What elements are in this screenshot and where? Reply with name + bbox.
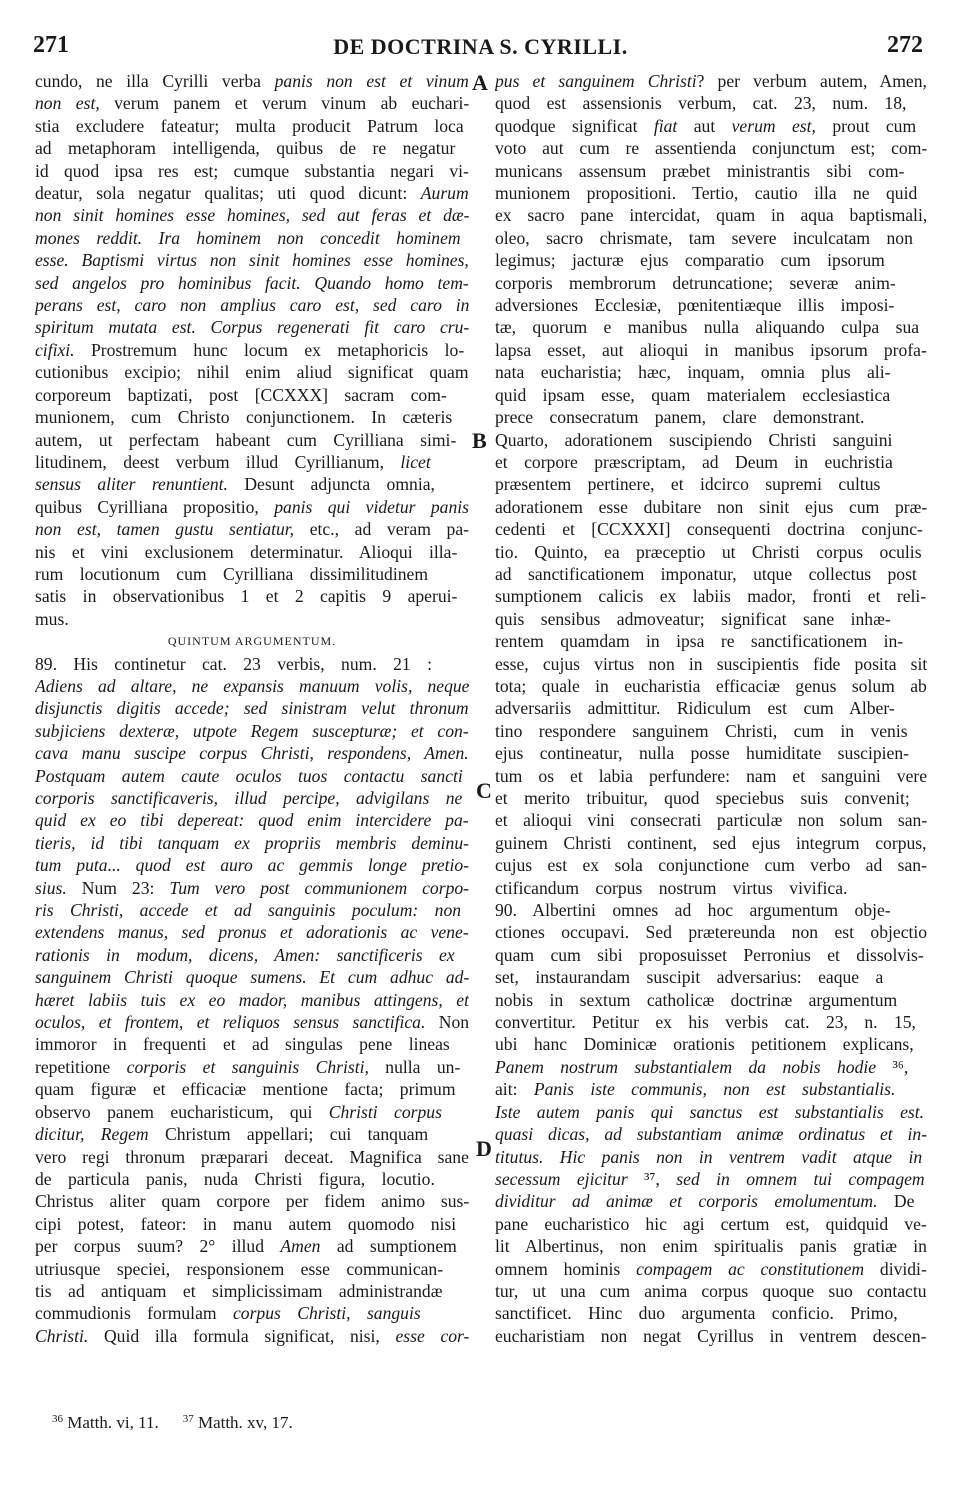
text-segment: rum locutionum cum Cyrilliana dissimilitudinem (35, 563, 429, 584)
italic-text: corporis et sanguinis Christi, (126, 1056, 369, 1077)
text-segment: quod est assensionis verbum, cat. 23, num. 18, (495, 93, 907, 114)
text-line (495, 339, 927, 361)
text-line (495, 653, 927, 675)
text-segment: stia excludere fateatur; multa producit Patrum loca (35, 115, 464, 136)
text-line (495, 966, 927, 988)
text-segment: ejus contineatur, nulla posse humiditate suscipien- (495, 743, 910, 764)
italic-text: secessum ejicitur (495, 1168, 628, 1189)
italic-text: rationis in modum, dicens, Amen: sanctificeris ex (35, 944, 455, 965)
text-segment: lapsa esset, aut alioqui in manibus ipsorum profa- (495, 339, 927, 360)
italic-text: Postquam autem caute oculos tuos contactu sancti (35, 765, 463, 786)
italic-text: panis non est et vinum (274, 71, 469, 91)
text-segment: mus. (35, 608, 69, 629)
text-line (495, 137, 927, 159)
text-line (35, 361, 469, 383)
text-line (35, 989, 469, 1011)
text-line (35, 787, 469, 809)
text-segment: Christum appellari; cui tanquam (148, 1124, 429, 1145)
text-segment: tota; quale in eucharistia efficaciæ genus solum ab (495, 675, 927, 696)
text-line (35, 473, 469, 495)
italic-text: pus et sanguinem Christi (495, 71, 697, 91)
text-segment: tum os et labia perfundere: nam et sanguini vere (495, 765, 927, 786)
text-line (495, 697, 927, 719)
footnote-number: 37 (182, 1413, 194, 1425)
text-segment: etc., ad veram pa- (294, 519, 469, 540)
text-line (35, 227, 469, 249)
text-segment: esse, cujus virtus non in suscipientis fide posita sit (495, 653, 927, 674)
text-segment: tio. Quinto, ea præceptio ut Christi corpus oculis (495, 541, 922, 562)
italic-text: verum est, (731, 115, 816, 136)
italic-text: cifixi. (35, 339, 75, 360)
text-line (35, 742, 469, 764)
text-line (495, 272, 927, 294)
text-line (35, 541, 469, 563)
italic-text: perans est, caro non amplius caro est, sed caro in (35, 295, 469, 316)
text-segment: omnem hominis (495, 1258, 637, 1279)
text-segment: ³⁶, (876, 1056, 909, 1077)
text-line (495, 541, 927, 563)
left-column (35, 70, 469, 1347)
text-line (35, 182, 469, 204)
italic-text: tieris, id tibi tanquam ex propriis membris deminu- (35, 832, 469, 853)
text-segment: per corpus suum? 2° illud (35, 1236, 281, 1257)
text-line (495, 473, 927, 495)
text-line (35, 384, 469, 406)
text-line (35, 1302, 469, 1324)
text-segment: satis in observationibus 1 et 2 capitis 9 aperui- (35, 586, 458, 607)
text-line (495, 204, 927, 226)
text-segment: Num 23: (66, 877, 170, 898)
text-segment: cipi potest, fateor: in manu autem quomodo nisi (35, 1213, 457, 1234)
text-segment: adorationem esse dubitare non sinit ejus cum præ- (495, 496, 927, 517)
text-segment: corporis membrorum detruncatione; severæ anim- (495, 272, 896, 293)
text-segment: adversiones Ecclesiæ, pœnitentiæque illis imposi- (495, 295, 895, 316)
italic-text: hæret labiis tuis ex eo mador, manibus attingens, et (35, 989, 469, 1010)
text-line (35, 1056, 469, 1078)
text-segment: aut (677, 115, 732, 136)
italic-text: ris Christi, accede et ad sanguinis poculum: non (35, 900, 462, 921)
text-segment: quam cum sibi proposuisset Perronius et dissolvis- (495, 944, 924, 965)
text-segment: ad metaphoram intelligenda, quibus de re negatur (35, 138, 456, 159)
text-segment: De (877, 1191, 915, 1212)
text-segment: nobis in sextum catholicæ doctrinæ argumentum (495, 989, 898, 1010)
text-line (35, 966, 469, 988)
italic-text: non est, (35, 93, 100, 114)
text-line (495, 384, 927, 406)
text-line (495, 429, 927, 451)
italic-text: dicitur, Regem (35, 1124, 149, 1145)
text-segment: Prostremum hunc locum ex metaphoricis lo- (74, 339, 465, 360)
text-line (35, 854, 469, 876)
text-line (495, 160, 927, 182)
italic-text: Panem nostrum substantialem da nobis hodie (495, 1056, 877, 1077)
text-line (495, 1258, 927, 1280)
text-line (35, 1235, 469, 1257)
margin-marker-a: A (472, 70, 488, 95)
running-title: DE DOCTRINA S. CYRILLI. (333, 34, 628, 59)
text-line (495, 854, 927, 876)
italic-text: Amen (280, 1236, 321, 1257)
footnote-text: Matth. xv, 17. (193, 1413, 293, 1432)
italic-text: Christi. (35, 1325, 89, 1346)
italic-text: fiat (653, 115, 678, 136)
text-line (35, 92, 469, 114)
text-line (35, 1168, 469, 1190)
italic-text: subjiciens dexteræ, utpote Regem suscepturæ; et con- (35, 720, 469, 741)
text-line (35, 1213, 469, 1235)
text-line (35, 137, 469, 159)
text-line (495, 1056, 927, 1078)
text-line (35, 653, 469, 675)
margin-marker-b: B (472, 428, 487, 453)
text-line (35, 249, 469, 271)
page-header (0, 32, 961, 66)
text-segment: prece consecratum panem, clare demonstrant. (495, 407, 865, 428)
text-line (35, 1190, 469, 1212)
text-segment: 90. Albertini omnes ad hoc argumentum obje- (495, 900, 891, 921)
text-segment: nis et vini exclusionem determinatur. Alioqui illa- (35, 541, 458, 562)
italic-text: disjunctis digitis accede; sed sinistram velut thronum (35, 698, 469, 719)
text-segment: munionem propositioni. Tertio, cautio illa ne quid (495, 183, 918, 204)
text-line (35, 451, 469, 473)
text-line (35, 1146, 469, 1168)
text-line (495, 720, 927, 742)
text-segment: 89. His continetur cat. 23 verbis, num. 21 : (35, 653, 433, 674)
italic-text: tum puta... quod est auro ac gemmis longe pretio- (35, 855, 469, 876)
text-line (495, 809, 927, 831)
text-line (495, 496, 927, 518)
italic-text: non sinit homines esse homines, sed aut feras et dæ- (35, 205, 469, 226)
text-line (495, 877, 927, 899)
text-segment: utriusque speciei, responsionem esse communican- (35, 1258, 444, 1279)
text-segment: quam figuræ et efficaciæ mentione facta; primum (35, 1079, 456, 1100)
text-segment: adversariis admittitur. Ridiculum est cum Alber- (495, 698, 895, 719)
text-line (35, 1123, 469, 1145)
text-line (495, 832, 927, 854)
footnote-number: 36 (52, 1413, 63, 1425)
text-segment: cujus est ex sola conjunctione cum verbo ad san- (495, 855, 927, 876)
text-segment: rentem quamdam in ipsa re sanctificationem in- (495, 631, 904, 652)
italic-text: esse cor- (395, 1325, 469, 1346)
footnote (183, 1413, 293, 1432)
text-line (495, 787, 927, 809)
text-line (35, 921, 469, 943)
italic-text: spiritum mutata est. Corpus regenerati fit caro cru- (35, 317, 469, 338)
text-line (35, 115, 469, 137)
text-segment: Christus aliter quam corpore per fidem animo sus- (35, 1191, 469, 1212)
text-line (495, 1325, 927, 1347)
italic-text: corpus Christi, sanguis (232, 1303, 421, 1324)
text-segment: et merito tribuitur, quod speciebus suis convenit; (495, 788, 910, 808)
text-segment: ad sanctificationem imponatur, utque collectus post (495, 563, 917, 584)
text-segment: et alioqui vini consecrati particulæ non solum san- (495, 810, 927, 831)
text-segment: quodque significat (495, 115, 654, 136)
text-segment: prout cum (815, 115, 917, 136)
text-line (495, 406, 927, 428)
text-segment: dividi- (864, 1258, 927, 1279)
text-line (495, 899, 927, 921)
text-segment: autem, ut perfectam habeant cum Cyrilliana simi- (35, 429, 457, 450)
text-line (35, 832, 469, 854)
italic-text: titutus. Hic panis non in ventrem vadit atque in (495, 1146, 923, 1167)
text-line (35, 608, 469, 630)
text-line (495, 1078, 927, 1100)
italic-text: licet (400, 451, 431, 472)
text-line (495, 608, 927, 630)
italic-text: sius. (35, 877, 67, 898)
text-segment: tur, ut una cum anima corpus quoque suo contactu (495, 1280, 927, 1301)
italic-text: panis qui videtur panis (274, 496, 469, 517)
italic-text: Aurum (420, 183, 469, 204)
text-segment: ex sacro pane intercidat, quam in aqua baptismali, (495, 205, 927, 226)
text-line (35, 316, 469, 338)
right-column (495, 70, 927, 1347)
text-line (495, 675, 927, 697)
text-line (35, 1078, 469, 1100)
text-segment: set, instaurandam suscipit adversarius: eaque a (495, 967, 884, 988)
italic-text: Iste autem panis qui sanctus est substantialis est. (495, 1101, 925, 1122)
text-line (495, 294, 927, 316)
italic-text: mones reddit. Ira hominem non concedit hominem (35, 227, 461, 248)
text-segment: quibus Cyrilliana propositio, (35, 496, 275, 517)
text-segment: Desunt adjuncta omnia, (227, 474, 435, 495)
text-line (35, 1101, 469, 1123)
text-line (495, 1101, 927, 1123)
text-segment: lit Albertinus, non enim spiritualis panis gratiæ in (495, 1236, 927, 1257)
text-segment: quis sensibus admoveatur; significat sane inhæ- (495, 608, 891, 629)
text-segment: ³⁷, (627, 1168, 677, 1189)
text-segment: sanctificet. Hinc duo argumenta conficio. Primo, (495, 1303, 898, 1324)
text-segment: eucharistiam non negat Cyrillus in ventrem descen- (495, 1325, 927, 1346)
text-line (495, 227, 927, 249)
margin-marker-d: D (476, 1136, 492, 1161)
text-segment: cutionibus excipio; nihil enim aliud significat quam (35, 362, 469, 383)
text-line (495, 1235, 927, 1257)
text-segment: pane eucharistico hic agi certum est, quidquid ve- (495, 1213, 927, 1234)
text-segment: observo panem eucharisticum, qui (35, 1101, 329, 1122)
text-line (35, 585, 469, 607)
text-line (495, 585, 927, 607)
text-line (495, 1011, 927, 1033)
text-line (35, 518, 469, 540)
text-segment: id quod ipsa res est; cumque substantia negari vi- (35, 160, 469, 181)
italic-text: sed in omnem tui compagem (676, 1168, 925, 1189)
text-line (495, 1123, 927, 1145)
text-segment: nulla un- (368, 1056, 461, 1077)
italic-text: Adiens ad altare, ne expansis manuum volis, neque (35, 675, 469, 696)
text-line (35, 765, 469, 787)
text-segment: cedenti et [CCXXXI] consequenti doctrina conjunc- (495, 519, 923, 540)
text-segment: præsentem pertinere, et idcirco supremi cultus (495, 474, 881, 495)
text-segment: et corpore præscriptam, ad Deum in euchristia (495, 451, 893, 472)
text-line (495, 316, 927, 338)
page-number-left: 271 (33, 32, 69, 58)
text-segment: immoror in frequenti et ad singulas pene lineas (35, 1034, 450, 1055)
text-line (35, 406, 469, 428)
text-segment: sumptionem calicis ex labiis mador, fronti et reli- (495, 586, 927, 607)
text-segment: convertitur. Petitur ex his verbis cat. 23, n. 15, (495, 1012, 916, 1033)
text-line (495, 765, 927, 787)
text-segment: Non (425, 1012, 469, 1033)
text-line (35, 809, 469, 831)
text-line (495, 115, 927, 137)
text-line (495, 1033, 927, 1055)
text-segment: litudinem, deest verbum illud Cyrillianum, (35, 451, 401, 472)
italic-text: Christi corpus (328, 1101, 442, 1122)
text-line (35, 675, 469, 697)
text-line (495, 1146, 927, 1168)
text-segment: oleo, sacro chrismate, tam severe inculcatam non (495, 227, 913, 248)
text-line (495, 70, 927, 92)
italic-text: compagem ac constitutionem (636, 1258, 865, 1279)
italic-text: quid ex eo tibi depereat: quod enim intercidere pa- (35, 810, 469, 831)
text-segment: vero regi thronum præparari deceat. Magnifica sane (35, 1146, 469, 1167)
italic-text: corporis sanctificaveris, illud percipe, advigilans ne (35, 788, 463, 808)
text-segment: ait: (495, 1079, 534, 1100)
text-segment: cundo, ne illa Cyrilli verba (35, 71, 275, 91)
italic-text: sanguinem Christi quoque sumens. Et cum adhuc ad- (35, 967, 469, 988)
text-segment: ubi hanc Dominicæ orationis petitionem explicans, (495, 1034, 914, 1055)
text-segment: ? per verbum autem, Amen, (696, 71, 927, 91)
text-line (35, 877, 469, 899)
text-segment: corporeum baptizati, post [CCXXX] sacram com- (35, 384, 447, 405)
text-line (495, 944, 927, 966)
text-segment: legimus; jacturæ ejus comparatio cum ipsorum (495, 250, 885, 271)
text-line (495, 451, 927, 473)
text-segment: commudionis formulam (35, 1303, 233, 1324)
text-line (35, 339, 469, 361)
text-line (35, 563, 469, 585)
text-line (495, 630, 927, 652)
text-line (35, 70, 469, 92)
footnote (52, 1413, 159, 1432)
text-line (35, 1033, 469, 1055)
text-segment: ctiones occupavi. Sed prætereunda non est objectio (495, 922, 927, 943)
italic-text: esse. Baptismi virtus non sinit homines esse homines, (35, 250, 469, 271)
text-line (495, 921, 927, 943)
italic-text: quasi dicas, ad substantiam animæ ordinatus et in- (495, 1124, 927, 1145)
text-line (495, 563, 927, 585)
italic-text: oculos, et frontem, et reliquos sensus sanctifica. (35, 1012, 426, 1033)
text-line (35, 294, 469, 316)
italic-text: non est, tamen gustu sentiatur, (35, 519, 295, 540)
text-segment: municans assensum præbet ministrantis sibi com- (495, 160, 905, 181)
text-line (35, 160, 469, 182)
text-line (35, 204, 469, 226)
footnote-text: Matth. vi, 11. (63, 1413, 159, 1432)
text-segment: ad sumptionem (320, 1236, 457, 1257)
text-line (35, 429, 469, 451)
text-line (35, 1325, 469, 1347)
italic-text: sed angelos pro hominibus facit. Quando homo tem- (35, 272, 469, 293)
text-line (35, 899, 469, 921)
italic-text: sensus aliter renuntient. (35, 474, 228, 495)
text-segment: quid ipsam esse, quam materialem ecclesiastica (495, 384, 891, 405)
italic-text: Tum vero post communionem corpo- (169, 877, 469, 898)
text-line (35, 272, 469, 294)
text-segment: repetitione (35, 1056, 127, 1077)
text-line (35, 496, 469, 518)
text-line (495, 182, 927, 204)
text-segment: munionem, cum Christo conjunctionem. In cæteris (35, 407, 453, 428)
text-segment: tis ad antiquam et simplicissimam administrandæ (35, 1280, 443, 1301)
text-segment: de particula panis, nuda Christi figura, locutio. (35, 1168, 435, 1189)
text-line (35, 697, 469, 719)
text-segment: voto aut cum re assentienda conjunctum est; com- (495, 138, 927, 159)
text-line (495, 1302, 927, 1324)
text-line (495, 989, 927, 1011)
text-line (495, 1280, 927, 1302)
text-line (35, 1280, 469, 1302)
text-line (495, 92, 927, 114)
text-line (35, 944, 469, 966)
italic-text: extendens manus, sed pronus et adorationis ac vene- (35, 922, 469, 943)
text-line (35, 1258, 469, 1280)
text-line (35, 1011, 469, 1033)
text-line (495, 742, 927, 764)
text-line (495, 249, 927, 271)
margin-marker-c: C (476, 778, 492, 803)
text-segment: deatur, sola negatur qualitas; uti quod dicunt: (35, 183, 421, 204)
footnotes (52, 1413, 317, 1433)
text-segment: Quid illa formula significat, nisi, (88, 1325, 396, 1346)
text-line (35, 720, 469, 742)
text-segment: Quarto, adorationem suscipiendo Christi sanguini (495, 429, 893, 450)
section-heading: QUINTUM ARGUMENTUM. (167, 634, 337, 649)
text-line (495, 1213, 927, 1235)
text-segment: guinem Christi continent, sed ejus integrum corpus, (495, 832, 927, 853)
text-segment: ctificandum corpus nostrum virtus vivifica. (495, 877, 848, 898)
italic-text: dividitur ad animæ et corporis emolumentum. (495, 1191, 878, 1212)
text-segment: tæ, quorum e manibus nulla aliquando culpa sua (495, 317, 920, 338)
text-line (495, 1190, 927, 1212)
italic-text: cava manu suscipe corpus Christi, respondens, Amen. (35, 743, 469, 764)
text-segment: nata eucharistia; hæc, inquam, omnia plus ali- (495, 362, 891, 383)
text-segment: tino respondere sanguinem Christi, cum in venis (495, 720, 908, 741)
italic-text: Panis iste communis, non est substantialis. (533, 1079, 896, 1100)
page-number-right: 272 (887, 32, 923, 58)
text-line (495, 518, 927, 540)
text-line (495, 361, 927, 383)
text-segment: verum panem et verum vinum ab euchari- (99, 93, 469, 114)
text-line (495, 1168, 927, 1190)
